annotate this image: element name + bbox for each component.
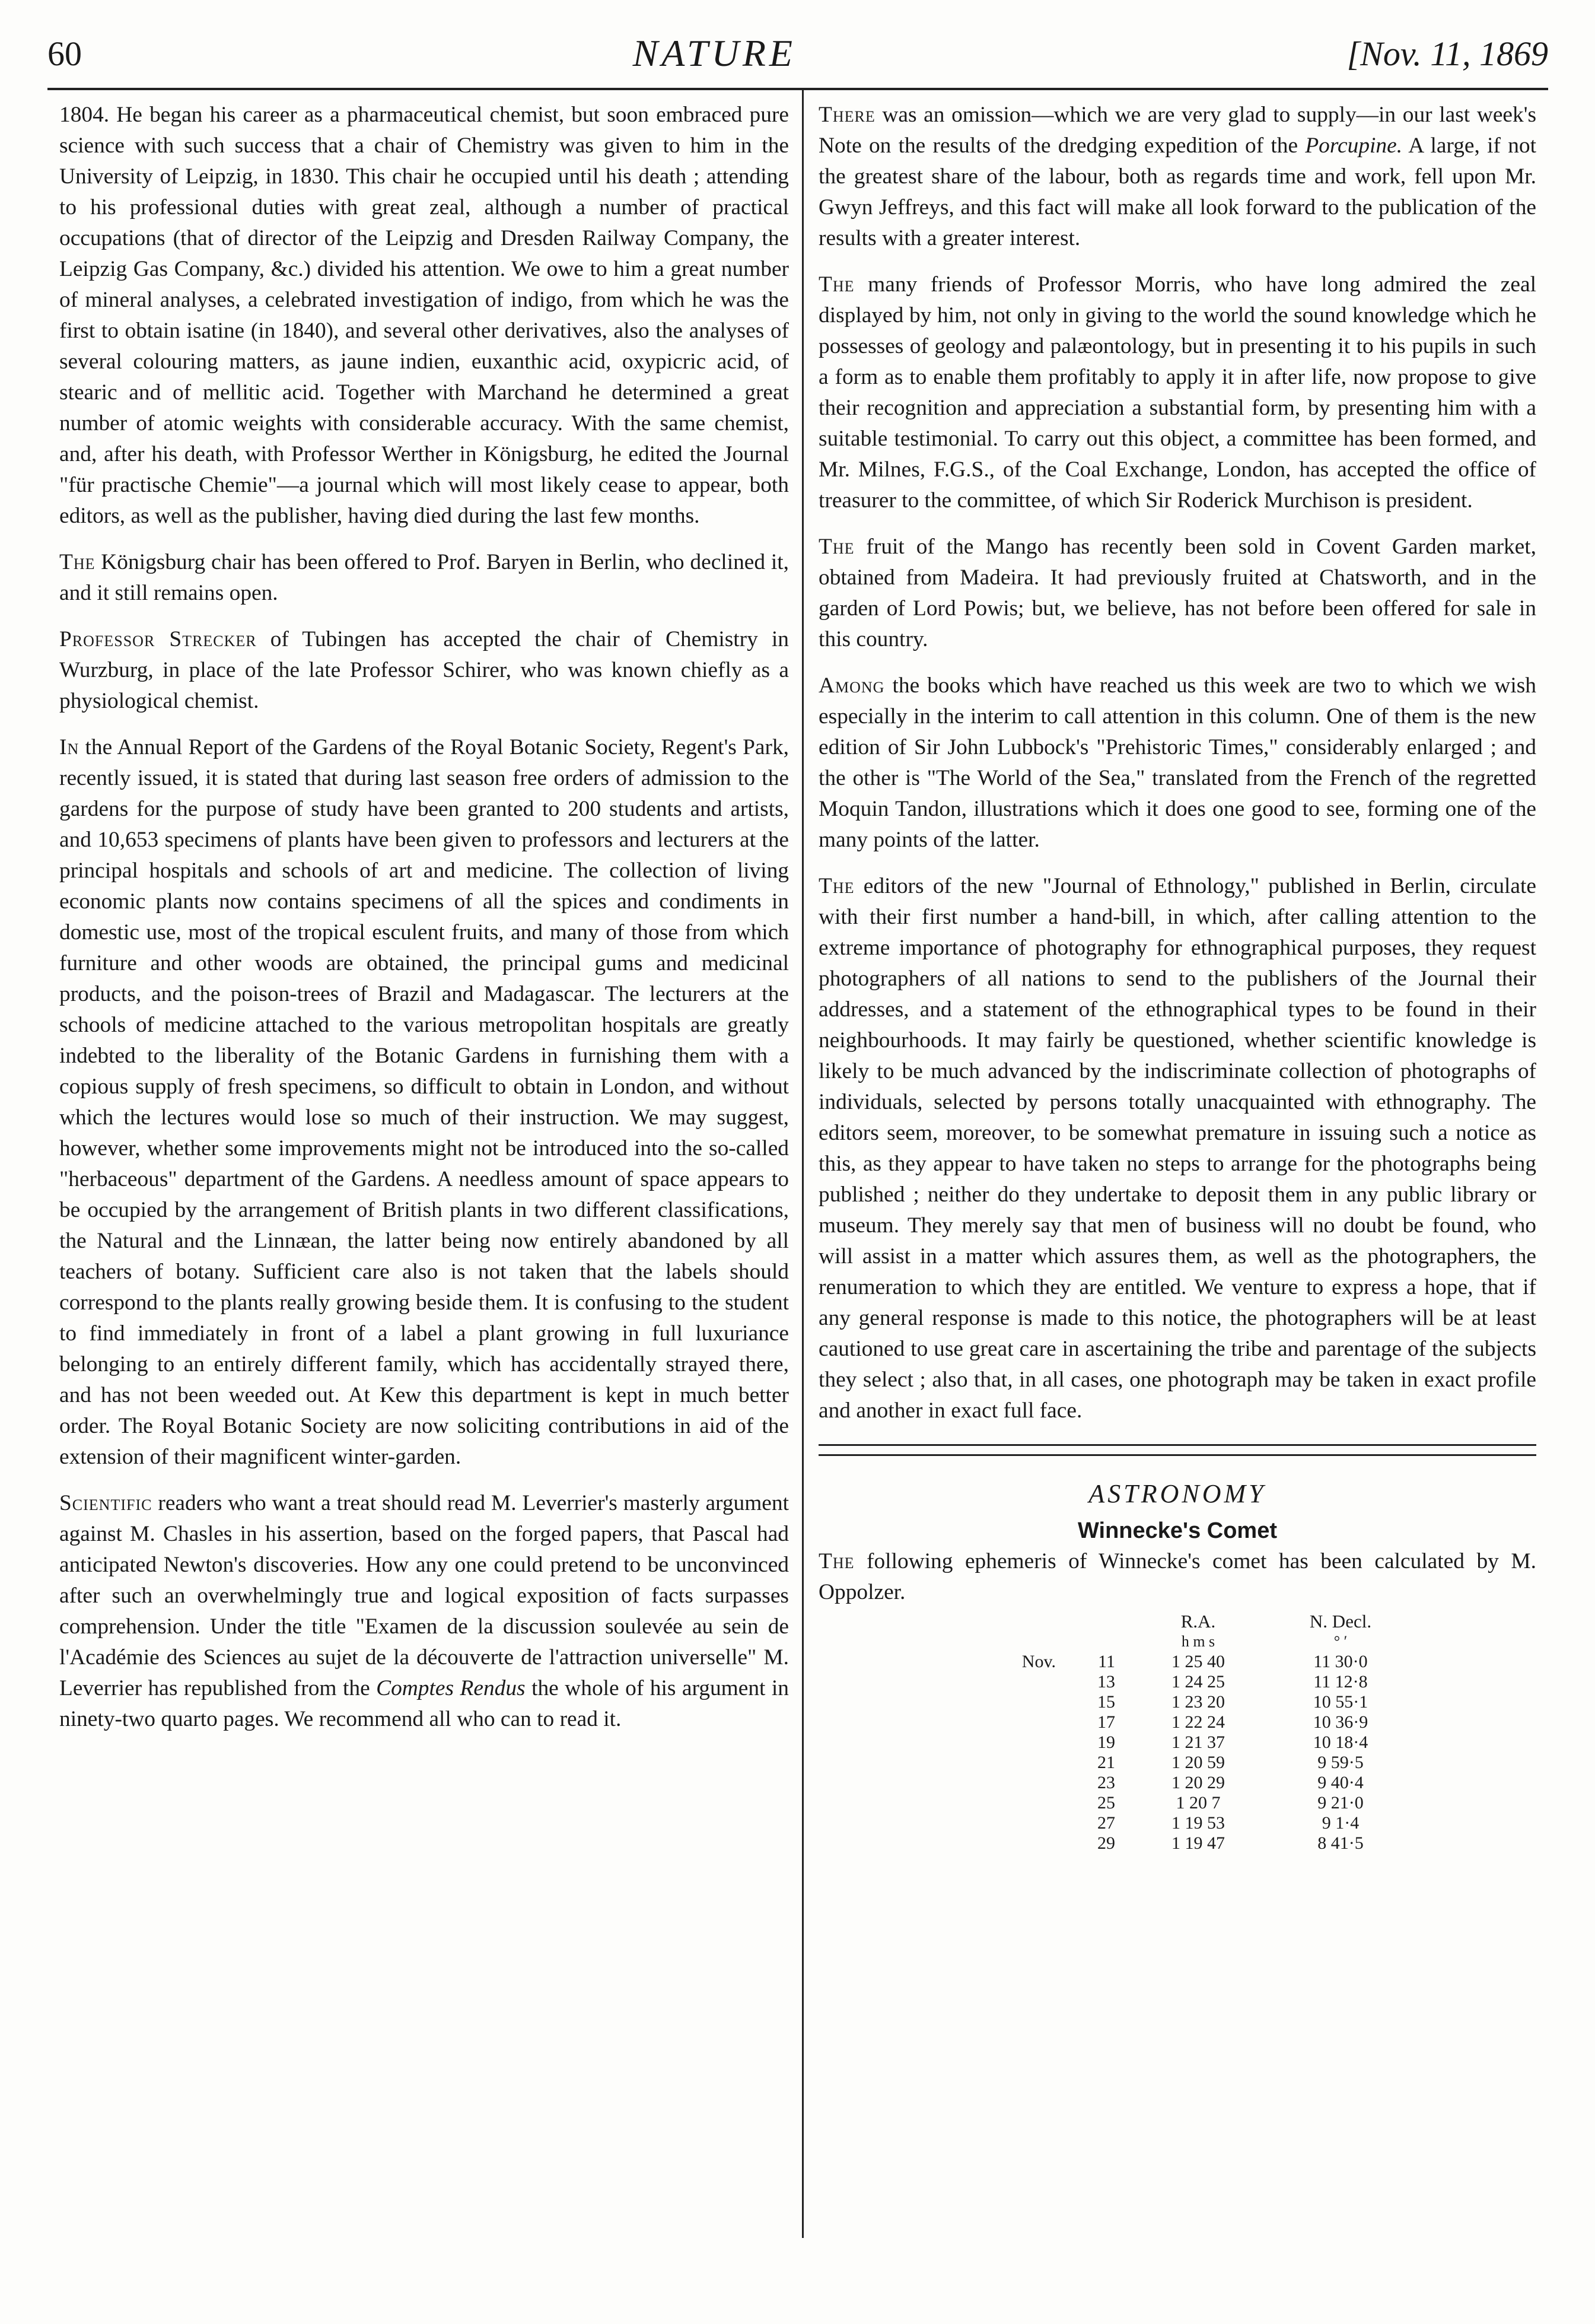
section-subtitle: Winnecke's Comet [1077, 1518, 1277, 1543]
cell-month [979, 1753, 1068, 1773]
cell-dec: 9 1·4 [1322, 1813, 1360, 1833]
cell-month [979, 1672, 1068, 1692]
page-number: 60 [47, 34, 82, 73]
cell-ra: 1 21 37 [1171, 1732, 1225, 1752]
left-column [59, 100, 789, 1750]
table-header-row [979, 1611, 1412, 1632]
units-ra: h m s [1181, 1633, 1215, 1650]
article-paragraph: Scientific readers who want a treat should read M. Leverrier's masterly argument against M. Chasles in his assertion, based on the forged papers, that Pascal had anticipated Newton's discoveries. How any one could pretend to be unconvinced after such an overwhelmingly true and logical exposition of facts surpasses comprehension. Under the title "Examen de la discussion soulevée au sein de l'Académie des Sciences au sujet de la découverte de l'attraction universelle" M. Leverrier has republished from the Comptes Rendus the whole of his argument in ninety-two quarto pages. We recommend all who can to read it. [59, 1491, 789, 1731]
cell-dec: 11 12·8 [1313, 1672, 1368, 1692]
cell-dec: 9 59·5 [1317, 1753, 1364, 1772]
cell-day: 13 [1097, 1672, 1115, 1692]
article-paragraph: The Königsburg chair has been offered to Prof. Baryen in Berlin, who declined it, and it still remains open. [59, 550, 789, 605]
cell-day: 17 [1097, 1712, 1115, 1732]
ephemeris-table [819, 1611, 1536, 1854]
cell-month [979, 1712, 1068, 1732]
cell-day: 19 [1097, 1732, 1115, 1752]
cell-month: Nov. [1021, 1652, 1056, 1671]
cell-day: 23 [1097, 1773, 1115, 1792]
cell-month [979, 1813, 1068, 1833]
article-paragraph: 1804. He began his career as a pharmaceutical chemist, but soon embraced pure science with such success that a chair of Chemistry was given to him in the University of Leipzig, in 1830. This chair he occupied until his death ; attending to his professional duties with great zeal, although a number of practical occupations (that of director of the Leipzig and Dresden Railway Company, the Leipzig Gas Company, &c.) divided his attention. We owe to him a great number of mineral analyses, a celebrated investigation of indigo, from which he was the first to obtain isatine (in 1840), and several other derivatives, also the analyses of several colouring matters, as jaune indien, euxanthic acid, oxypicric acid, of stearic and of mellitic acid. Together with Marchand he determined a great number of atomic weights with considerable accuracy. With the same chemist, and, after his death, with Professor Werther in Königsburg, he edited the Journal "für practische Chemie"—a journal which will most likely cease to appear, both editors, as well as the publisher, having died during the last few months. [59, 103, 789, 528]
cell-day: 27 [1097, 1813, 1115, 1833]
cell-month [979, 1833, 1068, 1854]
column-divider [802, 90, 804, 2238]
cell-ra: 1 20 7 [1176, 1793, 1221, 1813]
cell-ra: 1 25 40 [1171, 1652, 1225, 1671]
cell-ra: 1 23 20 [1171, 1692, 1225, 1712]
table-row [979, 1793, 1412, 1813]
article-paragraph: The editors of the new "Journal of Ethnology," published in Berlin, circulate with their first number a hand-bill, in which, after calling attention to the extreme importance of photography for ethnographical purposes, they request photographers of all nations to send to the publishers of the Journal their addresses, and a statement of the ethnographical types to be found in their neighbourhoods. It may fairly be questioned, whether scientific knowledge is likely to be much advanced by the indiscriminate collection of photographs of individuals, selected by persons totally unacquainted with ethnography. The editors seem, moreover, to be somewhat premature in issuing such a notice as this, as they appear to have taken no steps to arrange for the photographs being published ; neither do they undertake to deposit them in any public library or museum. They merely say that men of business will no doubt be found, who will assist in a matter which assures them, as well as the photographers, the renumeration to which they are entitled. We venture to express a hope, that if any general response is made to this notice, the photographers will be at least cautioned to use great care in ascertaining the tribe and parentage of the subjects they select ; also that, in all cases, one photograph may be taken in exact profile and another in exact full face. [819, 874, 1536, 1423]
table-row [979, 1833, 1412, 1854]
article-paragraph: There was an omission—which we are very glad to supply—in our last week's Note on the results of the dredging expedition of the Porcupine. A large, if not the greatest share of the labour, both as regards time and work, fell upon Mr. Gwyn Jeffreys, and this fact will make all look forward to the publication of the results with a greater interest. [819, 103, 1536, 250]
article-paragraph: Professor Strecker of Tubingen has accepted the chair of Chemistry in Wurzburg, in place of the late Professor Schirer, who was known chiefly as a physiological chemist. [59, 627, 789, 713]
section-rule [819, 1444, 1536, 1456]
col-ra-header: R.A. [1180, 1611, 1216, 1632]
cell-dec: 10 55·1 [1313, 1692, 1368, 1712]
cell-month [979, 1732, 1068, 1753]
cell-dec: 10 18·4 [1313, 1732, 1368, 1752]
cell-day: 21 [1097, 1753, 1115, 1772]
cell-day: 29 [1097, 1833, 1115, 1853]
cell-dec: 9 21·0 [1317, 1793, 1364, 1813]
article-paragraph: The fruit of the Mango has recently been sold in Covent Garden market, obtained from Madeira. It had previously fruited at Chatsworth, and in the garden of Lord Powis; but, we believe, has not before been offered for sale in this country. [819, 535, 1536, 651]
cell-month [979, 1692, 1068, 1712]
issue-date: [Nov. 11, 1869 [1346, 34, 1548, 73]
section-title: ASTRONOMY [1088, 1479, 1266, 1508]
cell-month [979, 1793, 1068, 1813]
cell-ra: 1 24 25 [1171, 1672, 1225, 1692]
cell-ra: 1 19 47 [1171, 1833, 1225, 1853]
table-row [979, 1672, 1412, 1692]
table-row [979, 1692, 1412, 1712]
cell-day: 11 [1098, 1652, 1115, 1671]
cell-dec: 9 40·4 [1317, 1773, 1364, 1792]
cell-ra: 1 20 59 [1171, 1753, 1225, 1772]
article-paragraph: In the Annual Report of the Gardens of the Royal Botanic Society, Regent's Park, recently issued, it is stated that during last season free orders of admission to the gardens for the purpose of study have been granted to 200 students and artists, and 10,653 specimens of plants have been given to professors and lecturers at the principal hospitals and schools of art and medicine. The collection of living economic plants now contains specimens of all the spices and condiments in domestic use, most of the tropical esculent fruits, and many of those from which furniture and other woods are obtained, the principal gums and medicinal products, and the poison-trees of Brazil and Madagascar. The lecturers at the schools of medicine attached to the various metropolitan hospitals are greatly indebted to the liberality of the Botanic Gardens in furnishing them with a copious supply of fresh specimens, so difficult to obtain in London, and without which the lectures would lose so much of their instruction. We may suggest, however, whether some improvements might not be introduced into the so-called "herbaceous" department of the Gardens. A needless amount of space appears to be occupied by the arrangement of British plants in two different classifications, the Natural and the Linnæan, the latter being now entirely abandoned by all teachers of botany. Sufficient care also is not taken that the labels should correspond to the plants really growing beside them. It is confusing to the student to find immediately in front of a label a plant growing in full luxuriance belonging to an entirely different family, which has accidentally strayed there, and has not been weeded out. At Kew this department is kept in much better order. The Royal Botanic Society are now soliciting contributions in aid of the extension of their magnificent winter-garden. [59, 735, 789, 1469]
article-paragraph: Among the books which have reached us this week are two to which we wish especially in the interim to call attention in this column. One of them is the new edition of Sir John Lubbock's "Prehistoric Times," considerably enlarged ; and the other is "The World of the Sea," translated from the French of the regretted Moquin Tandon, illustrations which it does one good to see, forming one of the many points of the latter. [819, 673, 1536, 852]
journal-title: NATURE [632, 32, 796, 74]
col-dec-header: N. Decl. [1309, 1611, 1372, 1632]
right-column [819, 100, 1536, 1854]
ephemeris-intro: The following ephemeris of Winnecke's comet has been calculated by M. Oppolzer. [819, 1549, 1536, 1604]
table-row [979, 1753, 1412, 1773]
cell-day: 25 [1097, 1793, 1115, 1813]
table-row [979, 1773, 1412, 1793]
cell-ra: 1 22 24 [1171, 1712, 1225, 1732]
table-row [979, 1712, 1412, 1732]
cell-ra: 1 20 29 [1171, 1773, 1225, 1792]
table-row [979, 1652, 1412, 1672]
cell-dec: 11 30·0 [1313, 1652, 1368, 1671]
page-header [47, 18, 1548, 89]
units-dec: ° ′ [1333, 1633, 1348, 1650]
cell-month [979, 1773, 1068, 1793]
header-rule [47, 88, 1548, 90]
table-row [979, 1732, 1412, 1753]
article-paragraph: The many friends of Professor Morris, who have long admired the zeal displayed by him, not only in giving to the world the sound knowledge which he possesses of geology and palæontology, but in presenting it to his pupils in such a form as to enable them profitably to apply it in after life, now propose to give their recognition and appreciation a substantial form, by presenting him with a suitable testimonial. To carry out this object, a committee has been formed, and Mr. Milnes, F.G.S., of the Coal Exchange, London, has accepted the office of treasurer to the committee, of which Sir Roderick Murchison is president. [819, 272, 1536, 513]
cell-dec: 8 41·5 [1317, 1833, 1364, 1853]
cell-day: 15 [1097, 1692, 1115, 1712]
table-row [979, 1813, 1412, 1833]
cell-dec: 10 36·9 [1313, 1712, 1368, 1732]
cell-ra: 1 19 53 [1171, 1813, 1225, 1833]
table-units-row [979, 1632, 1412, 1652]
